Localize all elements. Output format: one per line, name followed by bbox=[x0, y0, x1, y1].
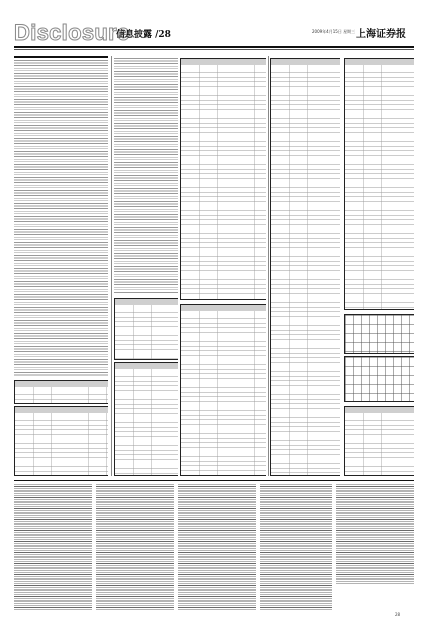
equity-statement-grid bbox=[344, 356, 414, 402]
data-table bbox=[114, 362, 178, 476]
financial-table bbox=[344, 406, 414, 476]
notes-text-block bbox=[14, 484, 92, 610]
column-3 bbox=[180, 56, 266, 476]
column-top-rule bbox=[14, 56, 108, 58]
masthead-rule bbox=[14, 46, 414, 48]
page-content bbox=[14, 56, 414, 612]
notes-text-block bbox=[336, 484, 414, 584]
section-rule bbox=[14, 480, 414, 481]
notes-text-block bbox=[178, 484, 256, 610]
column-5 bbox=[344, 56, 414, 476]
cash-flow-table bbox=[270, 58, 340, 476]
income-statement-table bbox=[180, 304, 266, 476]
data-table bbox=[114, 298, 178, 360]
brand-wordmark: Disclosure bbox=[14, 20, 130, 45]
balance-sheet-table bbox=[180, 58, 266, 300]
column-divider bbox=[111, 56, 112, 476]
notes-text-block bbox=[96, 484, 174, 610]
page-number: 28 bbox=[395, 612, 401, 617]
data-table bbox=[14, 406, 108, 476]
equity-statement-grid bbox=[344, 314, 414, 354]
body-text-block bbox=[14, 60, 108, 376]
masthead bbox=[0, 0, 428, 48]
section-title: 信息披露 /28 bbox=[116, 30, 171, 40]
notes-text-block bbox=[260, 484, 332, 610]
issue-date: 2009年4月15日 星期三 bbox=[312, 29, 356, 34]
column-1 bbox=[14, 56, 108, 476]
column-2 bbox=[114, 56, 178, 476]
financial-table bbox=[344, 58, 414, 310]
column-4 bbox=[270, 56, 340, 476]
body-text-block bbox=[114, 58, 178, 294]
data-table bbox=[14, 380, 108, 404]
column-divider bbox=[268, 56, 269, 476]
masthead-rule-thin bbox=[14, 49, 414, 50]
newspaper-name: 上海证券报 bbox=[356, 29, 406, 40]
notes-section bbox=[14, 480, 414, 612]
